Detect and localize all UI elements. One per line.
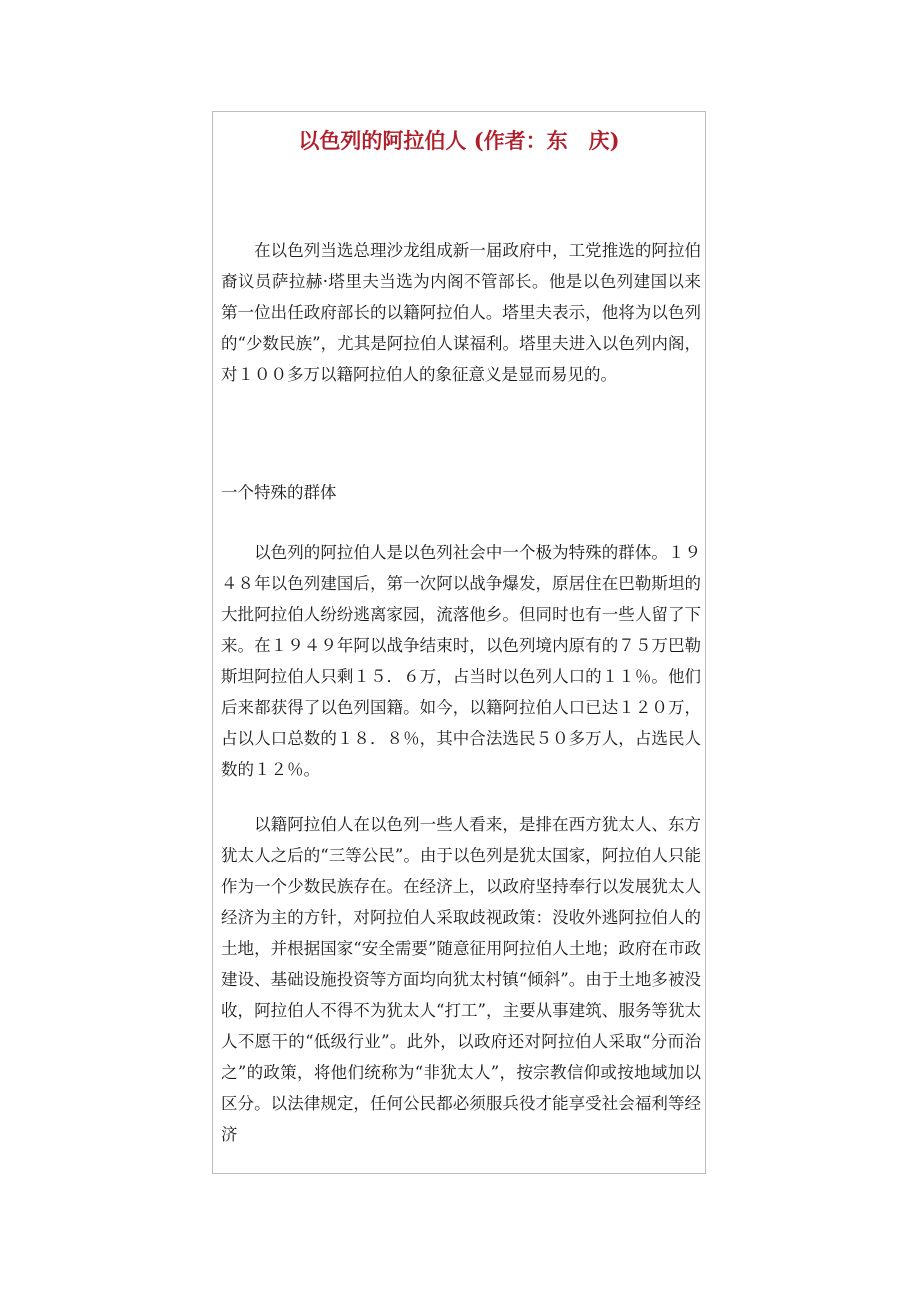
- section-heading: 一个特殊的群体: [221, 483, 337, 502]
- paragraph-history: 以色列的阿拉伯人是以色列社会中一个极为特殊的群体。１９４８年以色列建国后，第一次阿以战争爆发，原居住在巴勒斯坦的大批阿拉伯人纷纷逃离家园，流落他乡。但同时也有一些人留了下来。在１９４９年阿以战争结束时，以色列境内原有的７５万巴勒斯坦阿拉伯人只剩１５．６万，占当时以色列人口的１１％。他们后来都获得了以色列国籍。如今，以籍阿拉伯人口已达１２０万，占以人口总数的１８．８％，其中合法选民５０多万人，占选民人数的１２％。: [221, 543, 701, 779]
- document-frame: [212, 111, 706, 1174]
- page-title: 以色列的阿拉伯人 (作者：东 庆): [298, 128, 620, 153]
- paragraph-discrimination: 以籍阿拉伯人在以色列一些人看来，是排在西方犹太人、东方犹太人之后的“三等公民”。由于以色列是犹太国家，阿拉伯人只能作为一个少数民族存在。在经济上，以政府坚持奉行以发展犹太人经济为主的方针，对阿拉伯人采取歧视政策：没收外逃阿拉伯人的土地，并根据国家“安全需要”随意征用阿拉伯人土地；政府在市政建设、基础设施投资等方面均向犹太村镇“倾斜”。由于土地多被没收，阿拉伯人不得不为犹太人“打工”，主要从事建筑、服务等犹太人不愿干的“低级行业”。此外，以政府还对阿拉伯人采取“分而治之”的政策，将他们统称为“非犹太人”，按宗教信仰或按地域加以区分。以法律规定，任何公民都必须服兵役才能享受社会福利等经济: [221, 815, 701, 1144]
- paragraph-intro: 在以色列当选总理沙龙组成新一届政府中，工党推选的阿拉伯裔议员萨拉赫·塔里夫当选为内阁不管部长。他是以色列建国以来第一位出任政府部长的以籍阿拉伯人。塔里夫表示，他将为以色列的“少数民族”，尤其是阿拉伯人谋福利。塔里夫进入以色列内阁，对１００多万以籍阿拉伯人的象征意义是显而易见的。: [221, 241, 701, 384]
